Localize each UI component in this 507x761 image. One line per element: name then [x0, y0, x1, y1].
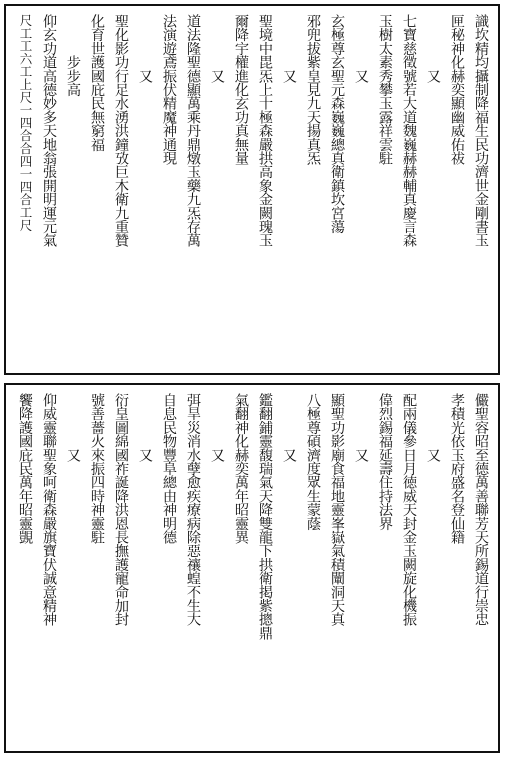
text-column: 又: [281, 393, 297, 462]
text-column: 又: [137, 393, 153, 462]
text-column: 聖境中毘炁上十極森嚴拱高象金闕瑰玉: [257, 14, 273, 247]
text-column: 仰威靈聯聖象呵衛森嚴旗寶伏誠意精神: [41, 393, 57, 626]
text-column: 配兩儀參日月徳威天封金玉闕旋化機振: [401, 393, 417, 626]
text-column: 又: [209, 393, 225, 462]
text-column: 氣翻神化赫奕萬年昭靈異: [233, 393, 249, 544]
text-column: 爾降宇權進化玄功真無量: [233, 14, 249, 165]
text-column: 又: [353, 393, 369, 462]
text-column: 又: [353, 14, 369, 83]
text-column: 邪兜拔紫皇見九天揚真炁: [305, 14, 321, 165]
text-column: 又: [281, 14, 297, 83]
page-gutter: [0, 375, 507, 383]
text-column: 玉樹太素秀攀玉露祥雲駐: [377, 14, 393, 165]
text-column: 又: [209, 14, 225, 83]
text-column: 化育世護國庇民無窮福: [89, 14, 105, 151]
text-column: 步步高: [65, 14, 81, 97]
text-column: 偉烈錫福延壽住持法界: [377, 393, 393, 530]
text-column: 又: [425, 393, 441, 462]
text-column: 又: [137, 14, 153, 83]
text-column: 八極尊碩濟度眾生蒙蔭: [305, 393, 321, 530]
text-column: 道法隆聖德顯萬乘丹鼎燉玉藥九炁存萬: [185, 14, 201, 247]
text-column: 法演遊鳶振伏精魔神通現: [161, 14, 177, 165]
text-column: 衍皇圖綿國祚誕降洪恩長撫護寵命加封: [113, 393, 129, 626]
text-column: 聖化影功行足水湧洪鐘攷巨木衛九重贊: [113, 14, 129, 247]
text-column: 弭旱災消水孽愈疾療病除惡禳蝗不生大: [185, 393, 201, 626]
text-column: 顯聖功影廟食福地靈峯嶽氣積闡洞天真: [329, 393, 345, 626]
text-column: 玄極尊玄聖元森巍巍總真衛鎮坎宮蕩: [329, 14, 345, 234]
text-column: 自息民物豐阜總由神明德: [161, 393, 177, 544]
notation-column: 尺工工六工上尺一四合合四一四合工尺: [18, 14, 33, 232]
upper-text-panel: [4, 4, 500, 375]
text-column: 又: [65, 393, 81, 462]
text-column: 七寶慈徵號若大道魏巍赫赫輔真慶言森: [401, 14, 417, 247]
text-column: 又: [425, 14, 441, 83]
text-column: 匣秘神化赫奕顯幽威佑祓: [449, 14, 465, 165]
text-column: 號善薔火來振四時神靈駐: [89, 393, 105, 544]
text-column: 孝積光依玉府盛名登仙籍: [449, 393, 465, 544]
text-column: 饗降護國庇民萬年昭靈覬: [17, 393, 33, 544]
text-column: 鑑翻鋪靈馥瑞氣天降雙龍下拱衛掲紫摠鼎: [257, 393, 273, 640]
text-column: 仰玄功道高德妙多天地翁張開明運元氣: [41, 14, 57, 247]
lower-text-panel: [4, 383, 500, 753]
text-column: 儼聖容昭至德萬善聯芳天所錫道行崇忠: [473, 393, 489, 626]
text-column: 識坎精均攝制降福生民功濟世金剛書玉: [473, 14, 489, 247]
